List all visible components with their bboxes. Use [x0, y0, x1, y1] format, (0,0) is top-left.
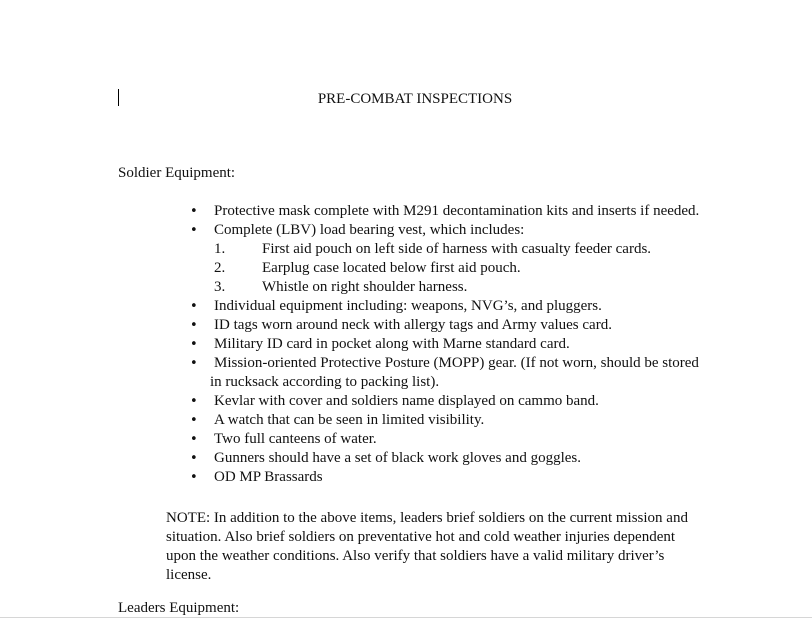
lbv-sublist [214, 240, 750, 297]
note-line: upon the weather conditions. Also verify that soldiers have a valid military driver’s [166, 548, 665, 564]
document-title: PRE-COMBAT INSPECTIONS [317, 91, 513, 107]
bullet-icon: • [190, 204, 198, 219]
bullet-icon: • [190, 356, 198, 371]
sub-item-number: 2. [214, 260, 226, 276]
sub-list-item [214, 259, 750, 278]
bullet-icon: • [190, 451, 198, 466]
list-item-text: OD MP Brassards [214, 469, 323, 485]
list-item-text: ID tags worn around neck with allergy tags and Army values card. [214, 317, 612, 333]
bullet-icon: • [190, 318, 198, 333]
sub-item-text: Earplug case located below first aid pouch. [262, 260, 521, 276]
list-item [190, 316, 750, 335]
list-item-text: A watch that can be seen in limited visibility. [214, 412, 485, 428]
bullet-icon: • [190, 299, 198, 314]
list-item [190, 449, 750, 468]
page-edge-divider [0, 617, 812, 618]
list-item [190, 335, 750, 354]
note-line: situation. Also brief soldiers on preventative hot and cold weather injuries dependent [166, 529, 676, 545]
list-item-text: Individual equipment including: weapons, NVG’s, and pluggers. [214, 298, 602, 314]
note-line: license. [166, 567, 212, 583]
list-item [190, 392, 750, 411]
soldier-equipment-heading: Soldier Equipment: [118, 165, 236, 181]
list-item-continuation: in rucksack according to packing list). [210, 374, 440, 390]
bullet-icon: • [190, 432, 198, 447]
sub-item-number: 3. [214, 279, 226, 295]
sub-list-item [214, 240, 750, 259]
bullet-icon: • [190, 223, 198, 238]
list-item-text: Military ID card in pocket along with Marne standard card. [214, 336, 570, 352]
note-line: NOTE: In addition to the above items, leaders brief soldiers on the current mission and [166, 510, 688, 526]
sub-list-item [214, 278, 750, 297]
list-item [190, 430, 750, 449]
bullet-icon: • [190, 413, 198, 428]
sub-item-number: 1. [214, 241, 226, 257]
list-item [190, 297, 750, 316]
list-item [190, 354, 750, 392]
list-item-text: Kevlar with cover and soldiers name displayed on cammo band. [214, 393, 599, 409]
list-item [190, 411, 750, 430]
note-paragraph [166, 509, 746, 585]
list-item [190, 221, 750, 297]
leaders-equipment-heading: Leaders Equipment: [118, 600, 240, 616]
bullet-icon: • [190, 337, 198, 352]
list-item-text: Protective mask complete with M291 decontamination kits and inserts if needed. [214, 203, 700, 219]
sub-item-text: Whistle on right shoulder harness. [262, 279, 468, 295]
list-item-text: Mission-oriented Protective Posture (MOPP) gear. (If not worn, should be stored [214, 355, 699, 371]
list-item-text: Gunners should have a set of black work gloves and goggles. [214, 450, 582, 466]
list-item [190, 202, 750, 221]
list-item [190, 468, 750, 487]
bullet-icon: • [190, 470, 198, 485]
list-item-text: Two full canteens of water. [214, 431, 377, 447]
list-item-text: Complete (LBV) load bearing vest, which includes: [214, 222, 525, 238]
soldier-equipment-list [190, 202, 750, 487]
sub-item-text: First aid pouch on left side of harness with casualty feeder cards. [262, 241, 652, 257]
bullet-icon: • [190, 394, 198, 409]
